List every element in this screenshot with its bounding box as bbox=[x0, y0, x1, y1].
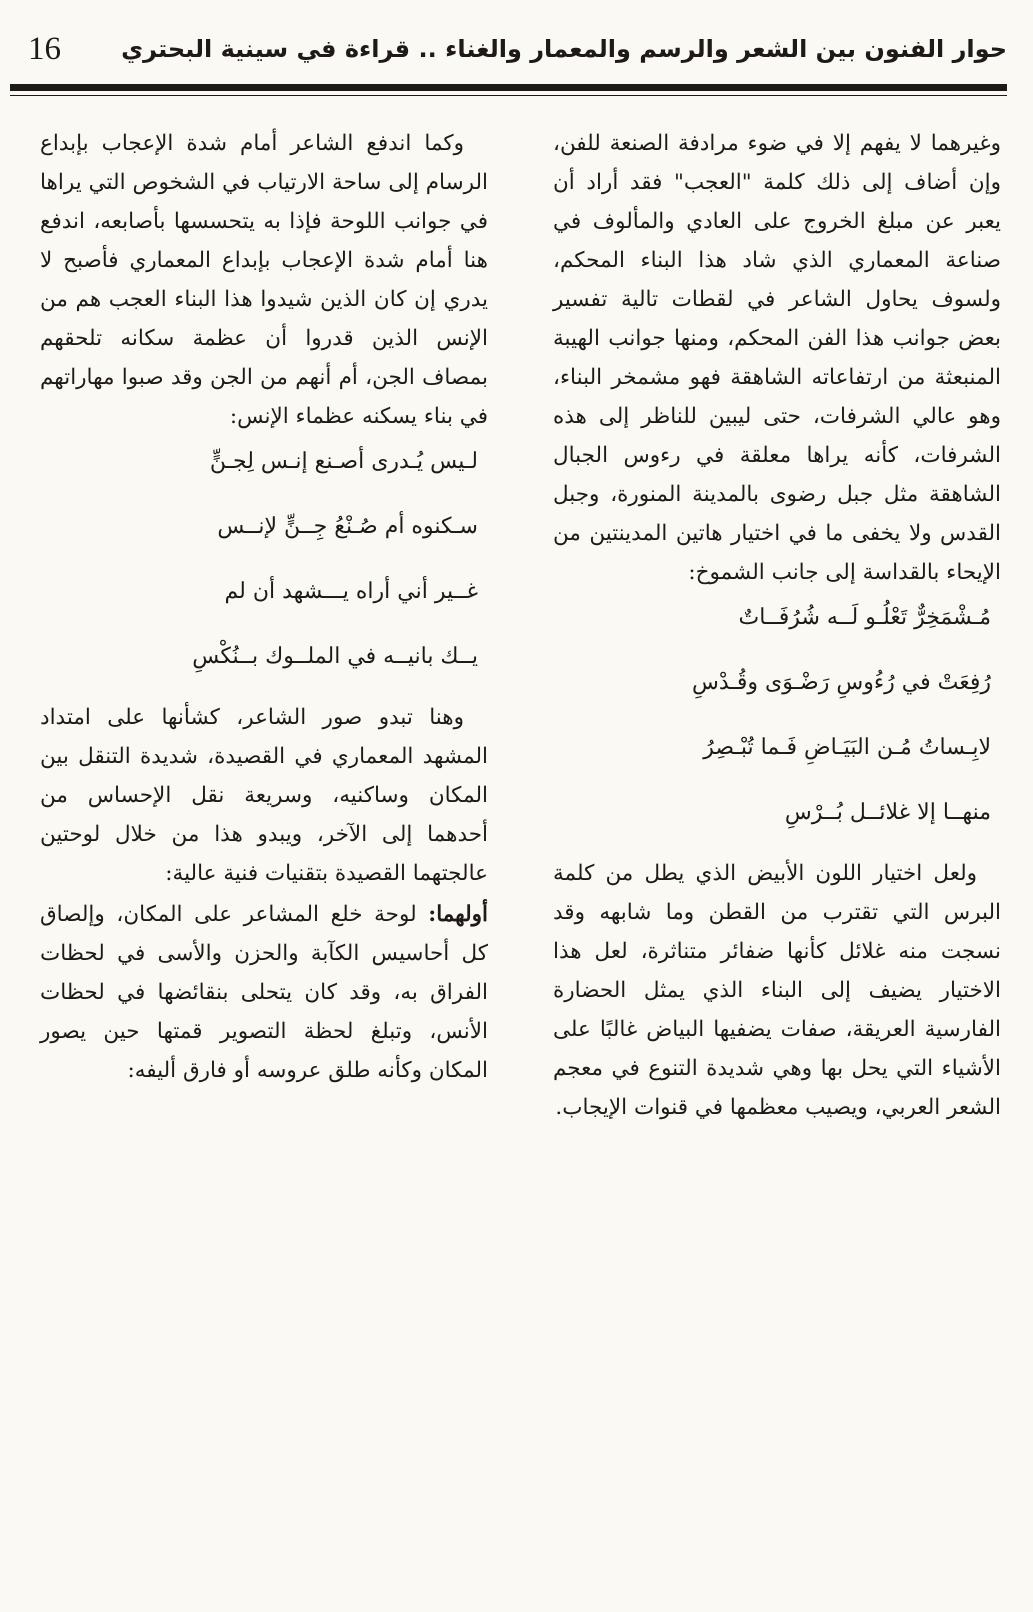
verse-line: لابِـساتُ مُـن البَيَـاضِ فَـما تُبْـصِرُ bbox=[703, 735, 991, 760]
paragraph: وكما اندفع الشاعر أمام شدة الإعجاب بإبداع الرسام إلى ساحة الارتياب في الشخوص التي يراها في جوانب اللوحة فإذا به يتحسسها بأصابعه، اندفع هنا أمام شدة الإعجاب بإبداع المعماري فأصبح لا يدري إن كان الذين شيدوا هذا البناء العجب هم من الإنس الذين قدروا أن عظمة سكانه تلحقهم بمصاف الجن، أم أنهم من الجن وقد صبوا مهاراتهم في بناء يسكنه عظماء الإنس: bbox=[40, 131, 488, 429]
verse-line: مُـشْمَخِرٌّ تَعْلُـو لَــه شُرُفَــاتٌ bbox=[738, 605, 991, 630]
paragraph bbox=[40, 895, 488, 1090]
page-number: 16 bbox=[28, 30, 61, 67]
running-header bbox=[28, 26, 1007, 72]
verse-line: غــير أني أراه يـــشهد أن لم bbox=[224, 579, 478, 604]
paragraph-lead: أولهما: bbox=[428, 902, 488, 927]
verse-line: يــك بانيــه في الملــوك بــنُكْسِ bbox=[192, 644, 478, 669]
verse-line: رُفِعَتْ في رُءُوسِ رَضْـوَى وقُـدْسِ bbox=[692, 670, 991, 695]
paragraph: وغيرهما لا يفهم إلا في ضوء مرادفة الصنعة للفن، وإن أضاف إلى ذلك كلمة "العجب" فقد أراد أن يعبر عن مبلغ الخروج على العادي والمألوف في صناعة المعماري الذي شاد هذا البناء المحكم، ولسوف يحاول الشاعر في لقطات تالية تفسير بعض جوانب هذا الفن المحكم، ومنها جوانب الهيبة المنبعثة من ارتفاعاته الشاهقة فهو مشمخر البناء، وهو عالي الشرفات، حتى ليبين للناظر إلى هذه الشرفات، كأنه يراها معلقة في رءوس الجبال الشاهقة مثل جبل رضوى بالمدينة المنورة، وجبل القدس ولا يخفى ما في اختيار هاتين المدينتين من الإيحاء بالقداسة إلى جانب الشموخ: bbox=[553, 131, 1001, 585]
left-column bbox=[40, 124, 488, 1090]
verse-line: لـيس يُـدرى أصـنع إنـس لِجـنٍّ bbox=[209, 449, 478, 474]
paragraph: ولعل اختيار اللون الأبيض الذي يطل من كلمة البرس التي تقترب من القطن وما شابهه وقد نسجت منه غلائل كأنها ضفائر متناثرة، لعل هذا الاختيار يضيف إلى البناء الذي يمثل الحضارة الفارسية العريقة، صفات يضفيها البياض غالبًا على الأشياء التي يحل بها وهي شديدة التنوع في معجم الشعر العربي، ويصيب معظمها في قنوات الإيجاب. bbox=[553, 861, 1001, 1120]
paragraph-text: لوحة خلع المشاعر على المكان، وإلصاق كل أحاسيس الكآبة والحزن والأسى في لحظات الفراق به، وقد كان يتحلى بنقائضها في لحظات الأنس، وتبلغ لحظة التصوير قمتها حين يصور المكان وكأنه طلق عروسه أو فارق أليفه: bbox=[40, 902, 488, 1083]
header-rule-thin bbox=[10, 95, 1007, 96]
right-column bbox=[553, 124, 1001, 1127]
paragraph: وهنا تبدو صور الشاعر، كشأنها على امتداد المشهد المعماري في القصيدة، شديدة التنقل بين المكان وساكنيه، وسريعة نقل الإحساس من أحدهما إلى الآخر، ويبدو هذا من خلال لوحتين عالجتهما القصيدة بتقنيات فنية عالية: bbox=[40, 705, 488, 886]
verse-line: منهــا إلا غلائــل بُــرْسِ bbox=[784, 800, 991, 825]
verse-line: سـكنوه أم صُـنْعُ جِــنٍّ لإنــس bbox=[217, 514, 478, 539]
running-title: حوار الفنون بين الشعر والرسم والمعمار والغناء .. قراءة في سينية البحتري bbox=[121, 35, 1007, 63]
header-rule-thick bbox=[10, 84, 1007, 91]
